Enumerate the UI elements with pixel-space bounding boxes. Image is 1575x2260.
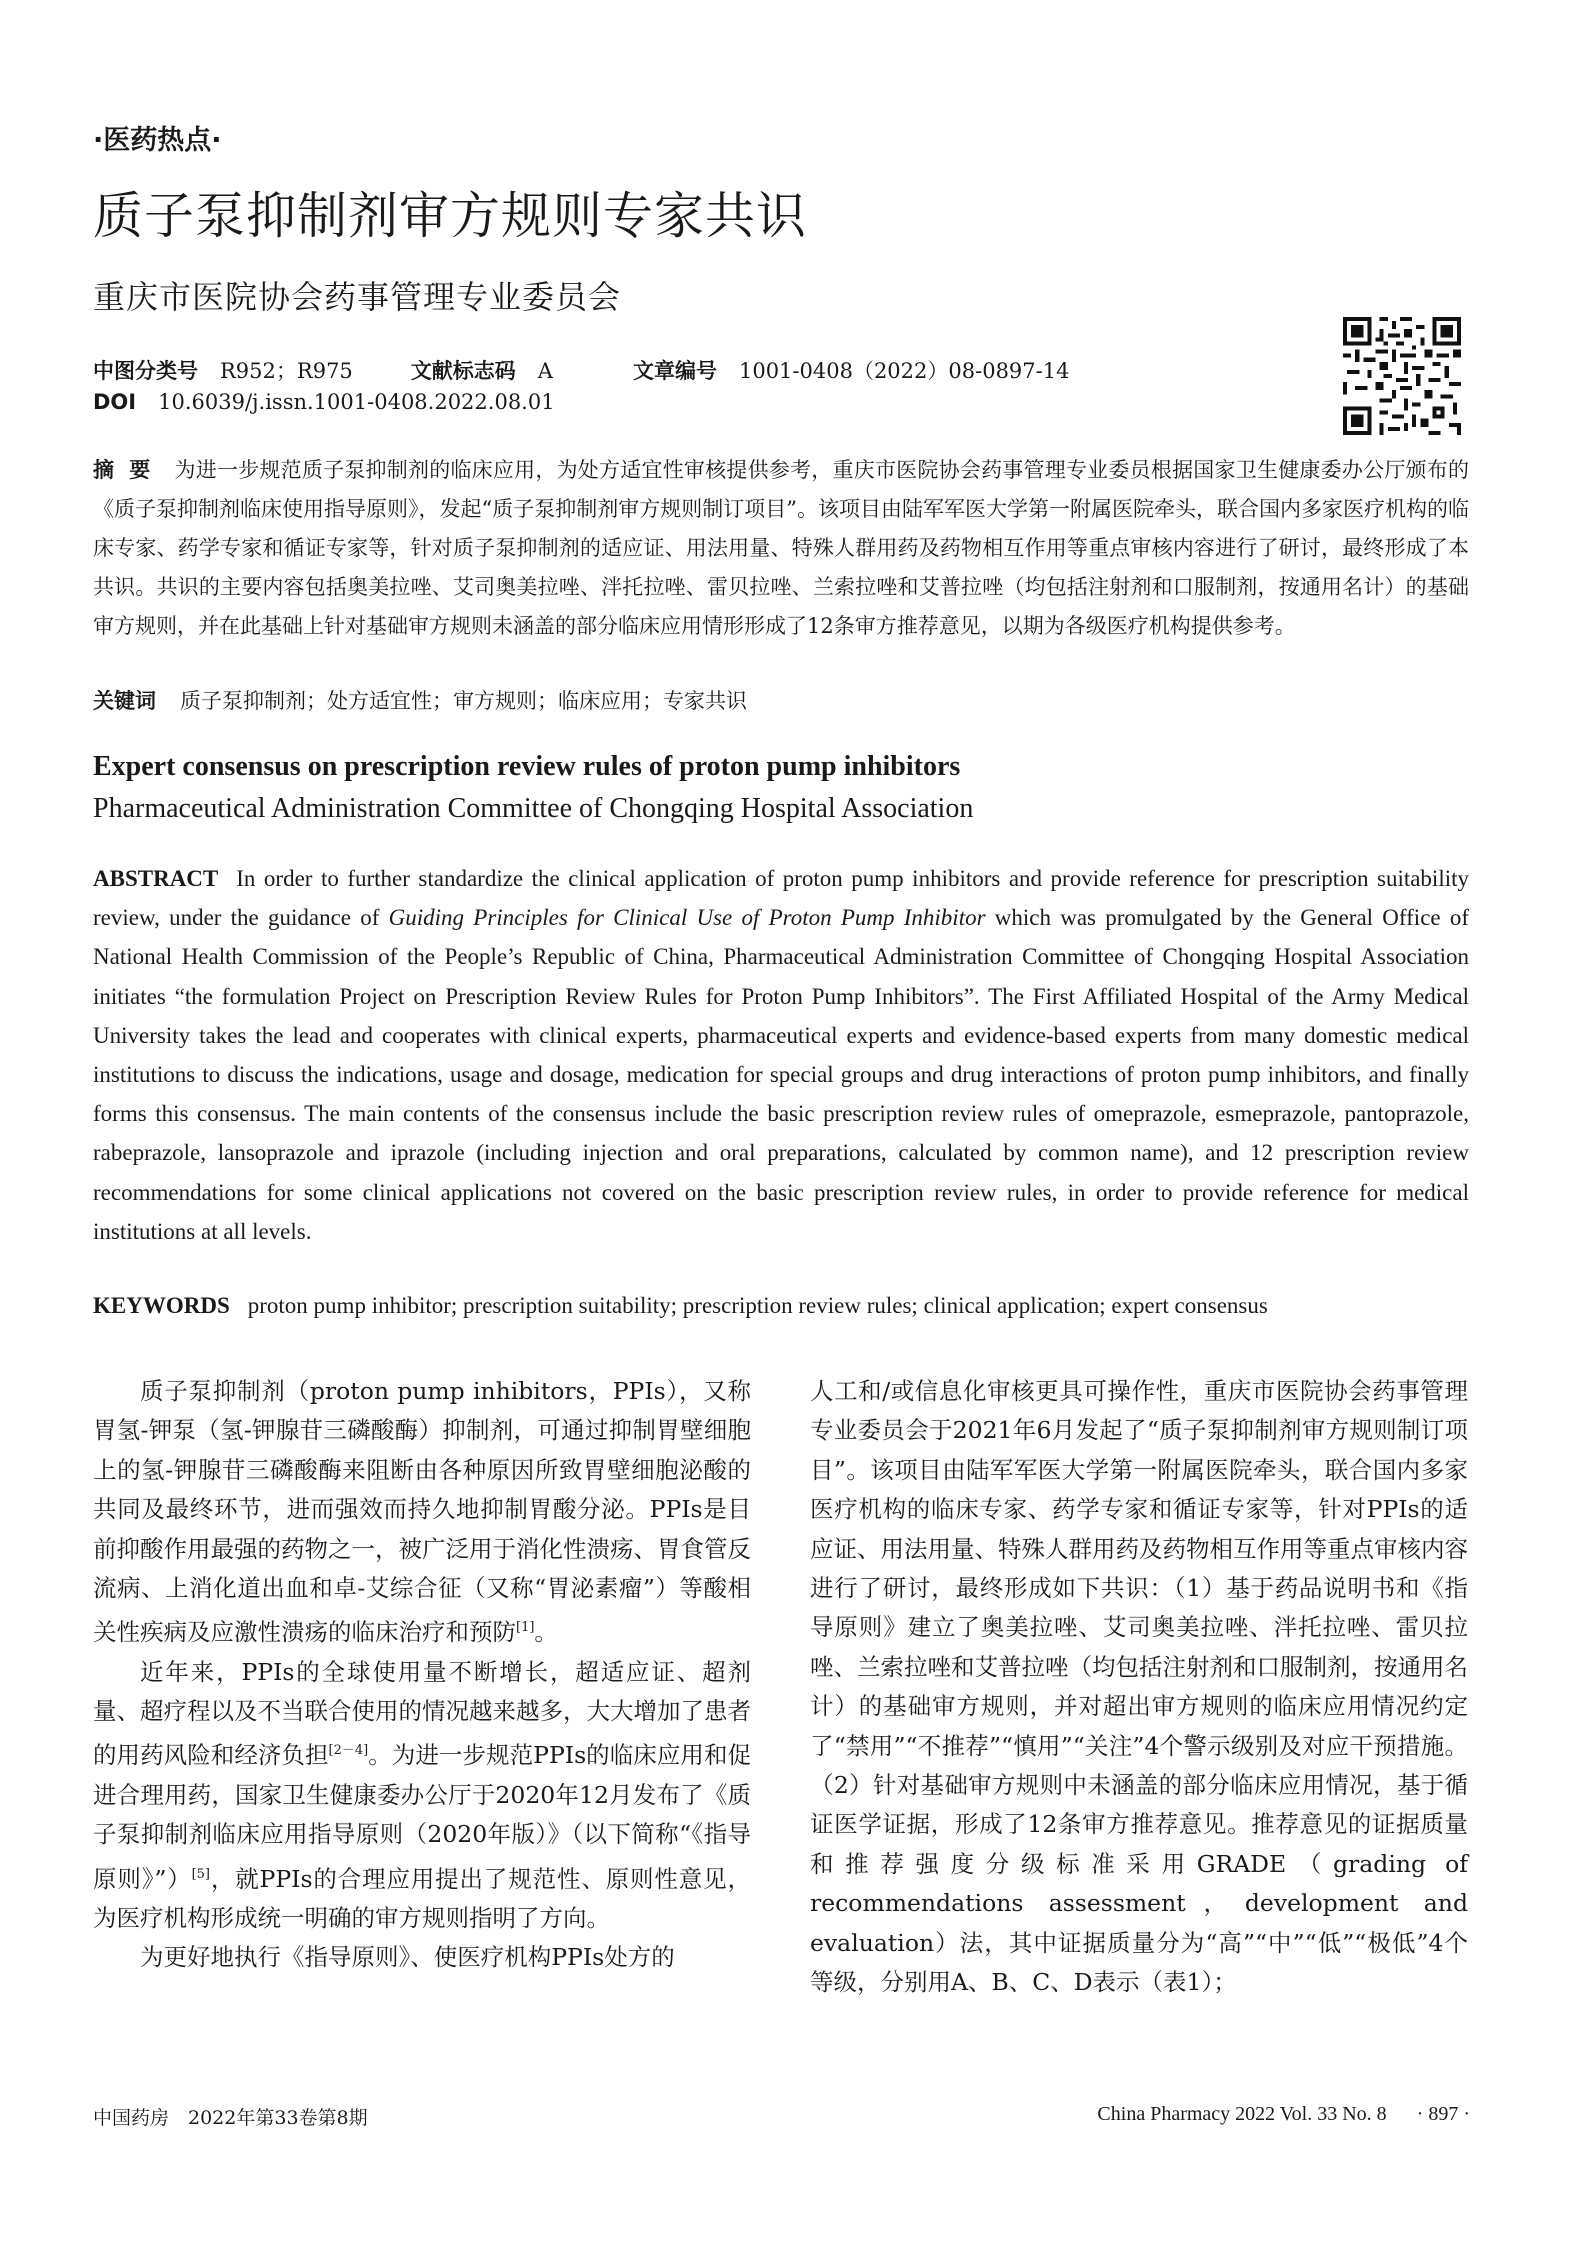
abstract-cn-text: 为进一步规范质子泵抑制剂的临床应用，为处方适宜性审核提供参考，重庆市医院协会药事管理专业委员根据国家卫生健康委办公厅颁布的《质子泵抑制剂临床使用指导原则》，发起“质子泵抑制剂审方规则制订项目”。该项目由陆军军医大学第一附属医院牵头，联合国内多家医疗机构的临床专家、药学专家和循证专家等，针对质子泵抑制剂的适应证、用法用量、特殊人群用药及药物相互作用等重点审核内容进行了研讨，最终形成了本共识。共识的主要内容包括奥美拉唑、艾司奥美拉唑、泮托拉唑、雷贝拉唑、兰索拉唑和艾普拉唑（均包括注射剂和口服制剂，按通用名计）的基础审方规则，并在此基础上针对基础审方规则未涵盖的部分临床应用情形形成了12条审方推荐意见，以期为各级医疗机构提供参考。 [93,458,1470,638]
english-title: Expert consensus on prescription review rules of proton pump inhibitors [93,751,961,782]
footer-journal-info: China Pharmacy 2022 Vol. 33 No. 8 [1097,2103,1387,2125]
body-text: 。为进一步规范PPIs的临床应用和促进合理用药，国家卫生健康委办公厅于2020年12月发布了《质子泵抑制剂临床应用指导原则（2020年版）》（以下简称“《指导原则》”） [93,1741,752,1893]
citation[interactable]: [1] [516,1620,535,1636]
footer-journal-cn: 中国药房 2022年第33卷第8期 [93,2107,368,2129]
citation[interactable]: [2－4] [328,1743,369,1759]
english-author: Pharmaceutical Administration Committee of Chongqing Hospital Association [93,793,974,824]
article-no-value: 1001-0408（2022）08-0897-14 [738,359,1070,383]
doi-label: DOI [93,390,137,414]
page-number: · 897 · [1416,2103,1470,2125]
classification-row [93,355,1127,385]
abstract-en-text-1: In order to further standardize the clinical application of proton pump inhibitors and provide reference for prescription suitability review, under the guidance of [93,866,1469,931]
abstract-en-label: ABSTRACT [93,866,219,891]
body-paragraph [93,1372,751,1653]
keywords-cn [93,686,1469,716]
qr-code-graphic [1343,317,1461,435]
body-column-right [810,1372,1468,2003]
abstract-en-text-2: which was promulgated by the General Office of National Health Commission of the People’s Republic of China, Pharmaceutical Administration Committee of Chongqing Hospital Association initiates “the formulation Project on Prescription Review Rules for Proton Pump Inhibitors”. The First Affiliated Hospital of the Army Medical University takes the lead and cooperates with clinical experts, pharmaceutical experts and evidence-based experts from many domestic medical institutions to discuss the indications, usage and dosage, medication for special groups and drug interactions of proton pump inhibitors, and finally forms this consensus. The main contents of the consensus include the basic prescription review rules of omeprazole, esmeprazole, pantoprazole, rabeprazole, lansoprazole and iprazole (including injection and oral preparations, calculated by common name), and 12 prescription review recommendations for some clinical applications not covered on the basic prescription review rules, in order to provide reference for medical institutions at all levels. [93,905,1470,1244]
clc-value: R952；R975 [220,359,353,383]
body-column-left [93,1372,751,1978]
keywords-cn-label: 关键词 [93,689,156,713]
citation[interactable]: [5] [191,1866,210,1882]
doc-code-label: 文献标志码 [410,359,516,383]
body-text: 近年来，PPIs的全球使用量不断增长，超适应证、超剂量、超疗程以及不当联合使用的情况越来越多，大大增加了患者的用药风险和经济负担 [93,1657,751,1770]
article-title: 质子泵抑制剂审方规则专家共识 [93,187,807,245]
body-text: ，就PPIs的合理应用提出了规范性、原则性意见，为医疗机构形成统一明确的审方规则指明了方向。 [93,1864,751,1932]
body-paragraph: 人工和/或信息化审核更具可操作性，重庆市医院协会药事管理专业委员会于2021年6月发起了“质子泵抑制剂审方规则制订项目”。该项目由陆军军医大学第一附属医院牵头，联合国内多家医疗机构的临床专家、药学专家和循证专家等，针对PPIs的适应证、用法用量、特殊人群用药及药物相互作用等重点审核内容进行了研讨，最终形成如下共识：（1）基于药品说明书和《指导原则》建立了奥美拉唑、艾司奥美拉唑、泮托拉唑、雷贝拉唑、兰索拉唑和艾普拉唑（均包括注射剂和口服制剂，按通用名计）的基础审方规则，并对超出审方规则的临床应用情况约定了“禁用”“不推荐”“慎用”“关注”4个警示级别及对应干预措施。（2）针对基础审方规则中未涵盖的部分临床应用情况，基于循证医学证据，形成了12条审方推荐意见。推荐意见的证据质量和推荐强度分级标准采用GRADE（grading of recommendations assessment，development and evaluation）法，其中证据质量分为“高”“中”“低”“极低”4个等级，分别用A、B、C、D表示（表1）； [810,1377,1468,1997]
author-cn: 重庆市医院协会药事管理专业委员会 [93,278,622,316]
keywords-en [93,1290,1469,1322]
doi-value: 10.6039/j.issn.1001-0408.2022.08.01 [158,390,555,414]
keywords-en-text: proton pump inhibitor; prescription suitability; prescription review rules; clinical application; expert consensus [247,1293,1268,1318]
article-no-label: 文章编号 [632,359,717,383]
abstract-cn-label: 摘 要 [93,458,151,482]
keywords-cn-text: 质子泵抑制剂；处方适宜性；审方规则；临床应用；专家共识 [180,689,747,713]
body-paragraph: 为更好地执行《指导原则》、使医疗机构PPIs处方的 [140,1943,675,1972]
keywords-en-label: KEYWORDS [93,1293,230,1318]
qr-code-icon[interactable] [1343,317,1461,435]
abstract-cn [93,451,1469,646]
body-text: 。 [534,1618,558,1647]
abstract-en-guideline-title: Guiding Principles for Clinical Use of Proton Pump Inhibitor [388,905,986,931]
body-paragraph [93,1653,751,1939]
section-tag: ·医药热点· [93,125,222,156]
doc-code-value: A [537,359,553,383]
body-text: 质子泵抑制剂（proton pump inhibitors，PPIs），又称胃氢-钾泵（氢-钾腺苷三磷酸酶）抑制剂，可通过抑制胃壁细胞上的氢-钾腺苷三磷酸酶来阻断由各种原因所致胃壁细胞泌酸的共同及最终环节，进而强效而持久地抑制胃酸分泌。PPIs是目前抑酸作用最强的药物之一，被广泛用于消化性溃疡、胃食管反流病、上消化道出血和卓-艾综合征（又称“胃泌素瘤”）等酸相关性疾病及应激性溃疡的临床治疗和预防 [93,1377,751,1647]
doi-row [93,390,613,414]
abstract-en [93,859,1469,1251]
clc-label: 中图分类号 [93,359,198,383]
footer-journal-en [1097,2103,1470,2126]
